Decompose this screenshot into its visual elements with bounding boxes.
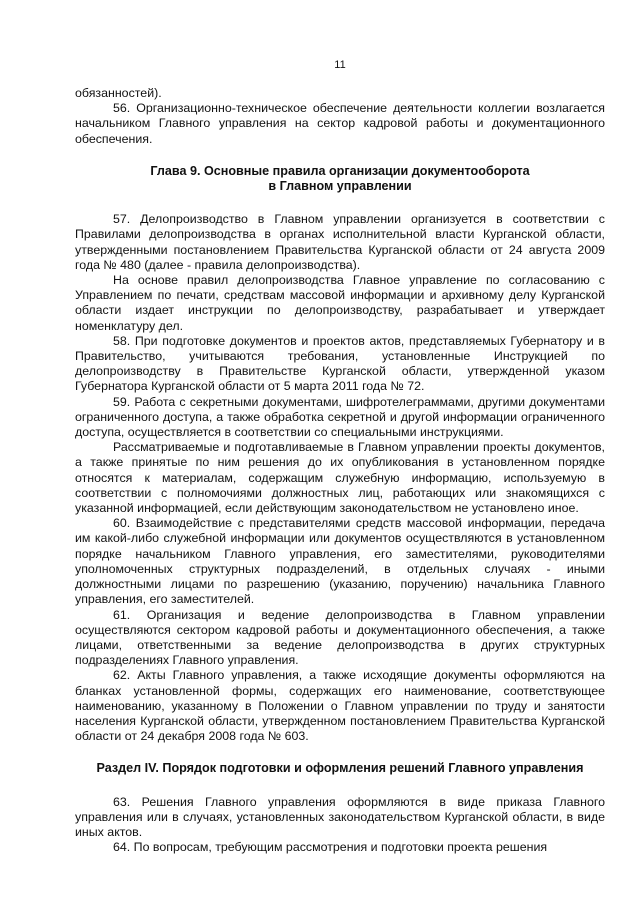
- paragraph-continuation: обязанностей).: [75, 86, 162, 100]
- paragraph-56: 56. Организационно-техническое обеспечение деятельности коллегии возлагается начальником Главного управления на сектор кадровой работы и документационного обеспечения.: [75, 101, 605, 146]
- paragraph-61: 61. Организация и ведение делопроизводства в Главном управлении осуществляются сектором кадровой работы и документационного обеспечения, а также лицами, ответственными за ведение делопроизводства в других структурных подразделениях Главного управления.: [75, 607, 605, 668]
- page-number: 11: [334, 59, 346, 71]
- paragraph-63: 63. Решения Главного управления оформляются в виде приказа Главного управления или в случаях, установленных законодательством Курганской области, в виде иных актов.: [75, 794, 605, 839]
- paragraph-57: 57. Делопроизводство в Главном управлении организуется в соответствии с Правилами делопроизводства в органах исполнительной власти Курганской области, утвержденными постановлением Правительства Курганской области от 24 августа 2009 года № 480 (далее - правила делопроизводства).: [75, 212, 605, 272]
- section-4-title: Раздел IV. Порядок подготовки и оформления решений Главного управления: [96, 761, 584, 776]
- chapter-9-title-line2: в Главном управлении: [268, 179, 412, 194]
- paragraph-60: 60. Взаимодействие с представителями средств массовой информации, передача им какой-либо служебной информации или документов осуществляются в установленном порядке начальником Главного управления, его заместителями, руководителями уполномоченных структурных подразделений, в отдельных случаях - иными должностными лицами по разрешению (указанию, поручению) начальника Главного управления, его заместителей.: [75, 516, 605, 607]
- paragraph-59: 59. Работа с секретными документами, шифротелеграммами, другими документами ограниченного доступа, а также обработка секретной и другой информации ограниченного доступа, осуществляется в соответствии со специальными инструкциями.: [75, 394, 605, 440]
- chapter-9-title-line1: Глава 9. Основные правила организации документооборота: [150, 163, 530, 178]
- paragraph-59-cont: Рассматриваемые и подготавливаемые в Главном управлении проекты документов, а также принятые по ним решения до их опубликования в установленном порядке относятся к материалам, содержащим служебную информацию, используемую в соответствии с полномочиями должностных лиц, работающих или знакомящихся с указанной информацией, если действующим законодательством не установлено иное.: [75, 440, 605, 516]
- document-body: [75, 86, 605, 855]
- chapter-9-title: [75, 164, 605, 194]
- paragraph-58: 58. При подготовке документов и проектов актов, представляемых Губернатору и в Правительство, учитываются требования, установленные Инструкцией по делопроизводству в Правительстве Курганской области, утвержденной указом Губернатора Курганской области от 5 марта 2011 года № 72.: [75, 333, 605, 394]
- paragraph-62: 62. Акты Главного управления, а также исходящие документы оформляются на бланках установленной формы, содержащих его наименование, соответствующее наименованию, указанному в Положении о Главном управлении по труду и занятости населения Курганской области, утвержденном постановлением Правительства Курганской области от 24 декабря 2008 года № 603.: [75, 668, 605, 744]
- paragraph-57-cont: На основе правил делопроизводства Главное управление по согласованию с Управлением по печати, средствам массовой информации и архивному делу Курганской области издает инструкции по делопроизводству, разрабатывает и утверждает номенклатуру дел.: [75, 273, 605, 333]
- paragraph-64: 64. По вопросам, требующим рассмотрения и подготовки проекта решения: [113, 840, 548, 855]
